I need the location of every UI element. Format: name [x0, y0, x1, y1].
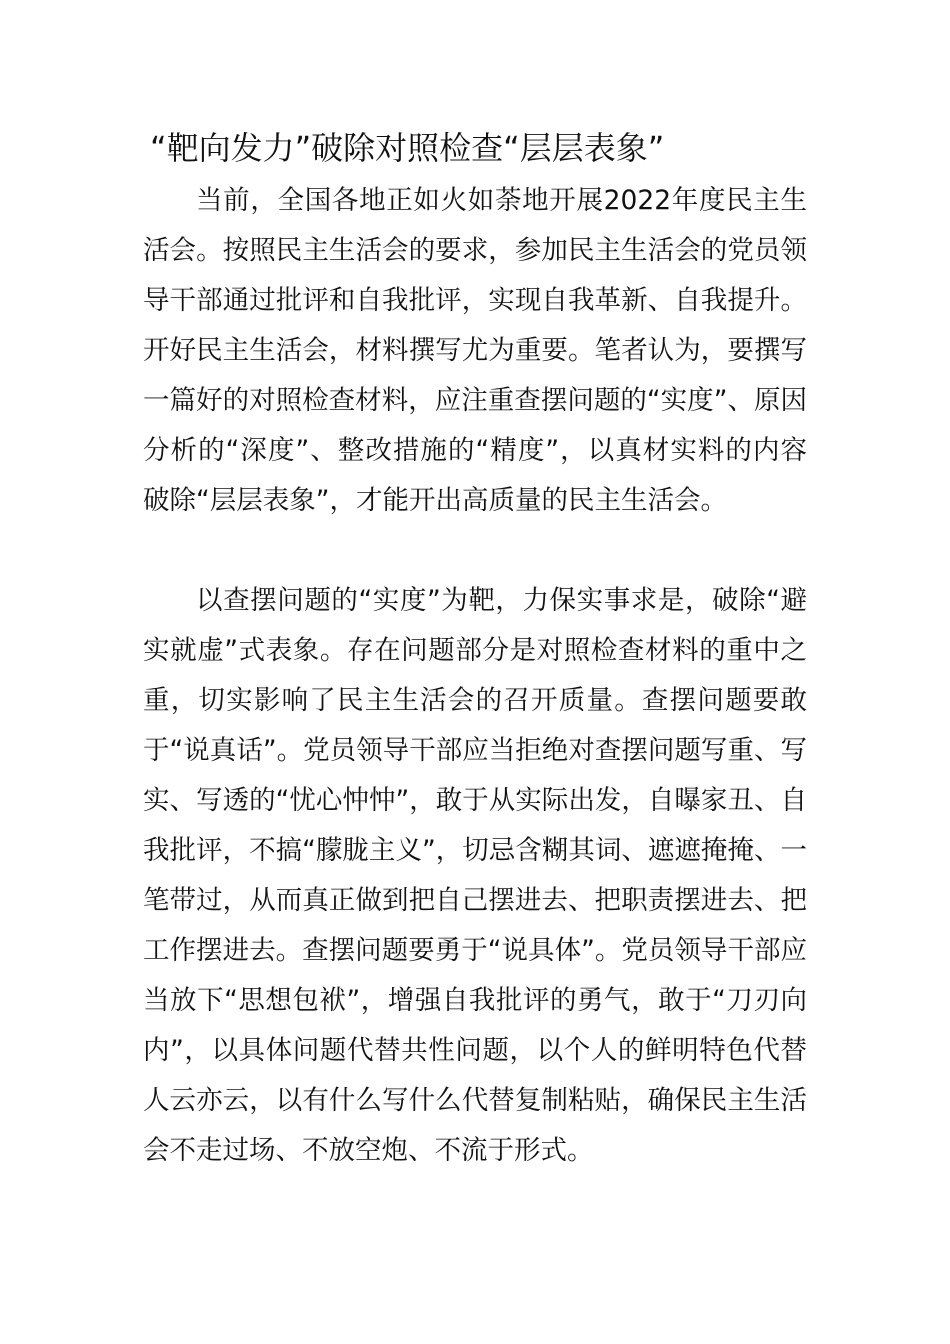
- document-title: “靶向发力”破除对照检查“层层表象”: [150, 129, 665, 167]
- body-paragraph-problem-finding: 以查摆问题的“实度”为靶，力保实事求是，破除“避实就虚”式表象。存在问题部分是对照检查材料的重中之重，切实影响了民主生活会的召开质量。查摆问题要敢于“说真话”。党员领导干部应当拒绝对查摆问题写重、写实、写透的“忧心忡忡”，敢于从实际出发，自曝家丑、自我批评，不搞“朦胧主义”，切忌含糊其词、遮遮掩掩、一笔带过，从而真正做到把自己摆进去、把职责摆进去、把工作摆进去。查摆问题要勇于“说具体”。党员领导干部应当放下“思想包袱”，增强自我批评的勇气，敢于“刀刃向内”，以具体问题代替共性问题，以个人的鲜明特色代替人云亦云，以有什么写什么代替复制粘贴，确保民主生活会不走过场、不放空炮、不流于形式。: [143, 585, 807, 1166]
- body-paragraph-intro: 当前，全国各地正如火如荼地开展2022年度民主生活会。按照民主生活会的要求，参加民主生活会的党员领导干部通过批评和自我批评，实现自我革新、自我提升。开好民主生活会，材料撰写尤为重要。笔者认为，要撰写一篇好的对照检查材料，应注重查摆问题的“实度”、原因分析的“深度”、整改措施的“精度”，以真材实料的内容破除“层层表象”，才能开出高质量的民主生活会。: [143, 185, 807, 516]
